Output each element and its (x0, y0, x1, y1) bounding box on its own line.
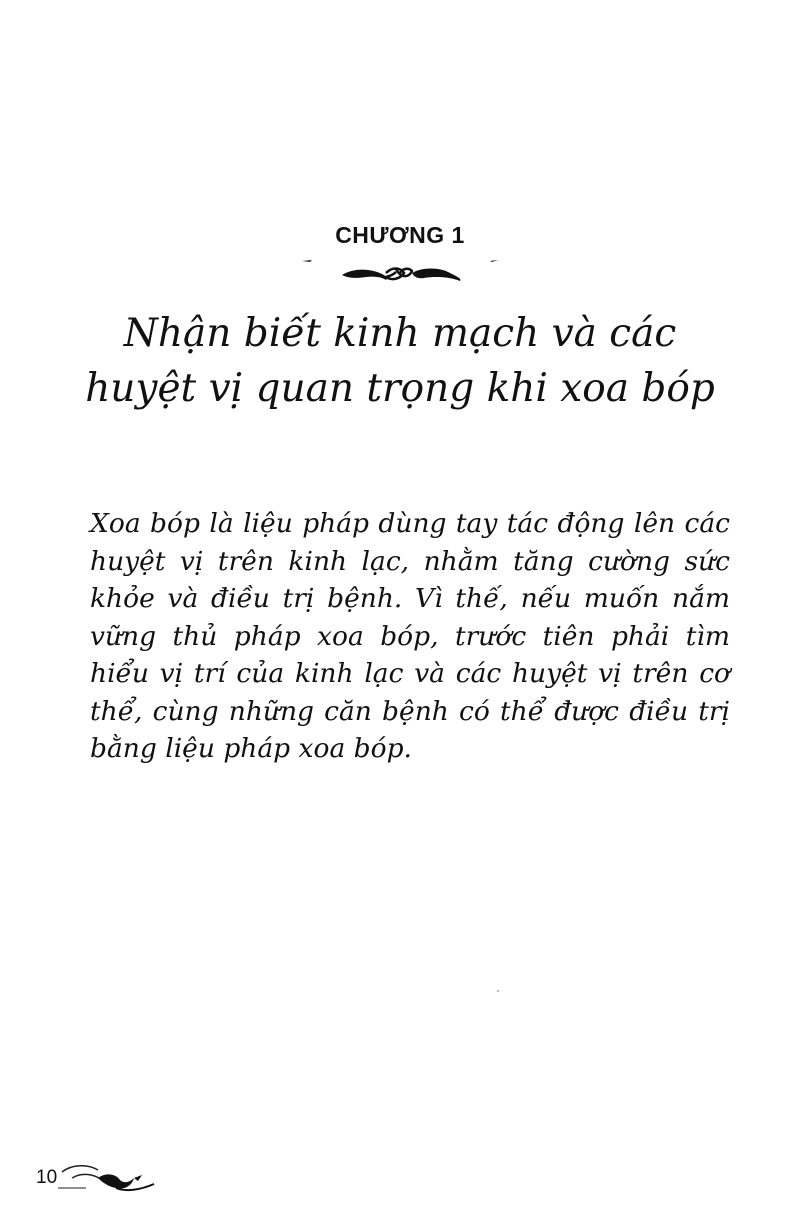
chapter-title (60, 306, 740, 416)
page-number: 10 (36, 1167, 58, 1188)
page-footer (36, 1158, 146, 1194)
scan-speck (497, 990, 499, 992)
chapter-title-line-2: huyệt vị quan trọng khi xoa bóp (85, 366, 715, 411)
scroll-flourish-icon (300, 255, 500, 289)
bird-flourish-icon (58, 1158, 158, 1194)
chapter-title-line-1: Nhận biết kinh mạch và các (123, 311, 677, 356)
intro-paragraph: Xoa bóp là liệu pháp dùng tay tác động lên các huyệt vị trên kinh lạc, nhằm tăng cường sức khỏe và điều trị bệnh. Vì thế, nếu muốn nắm vững thủ pháp xoa bóp, trước tiên phải tìm hiểu vị trí của kinh lạc và các huyệt vị trên cơ thể, cùng những căn bệnh có thể được điều trị bằng liệu pháp xoa bóp. (90, 508, 730, 764)
chapter-label: CHƯƠNG 1 (335, 222, 465, 248)
